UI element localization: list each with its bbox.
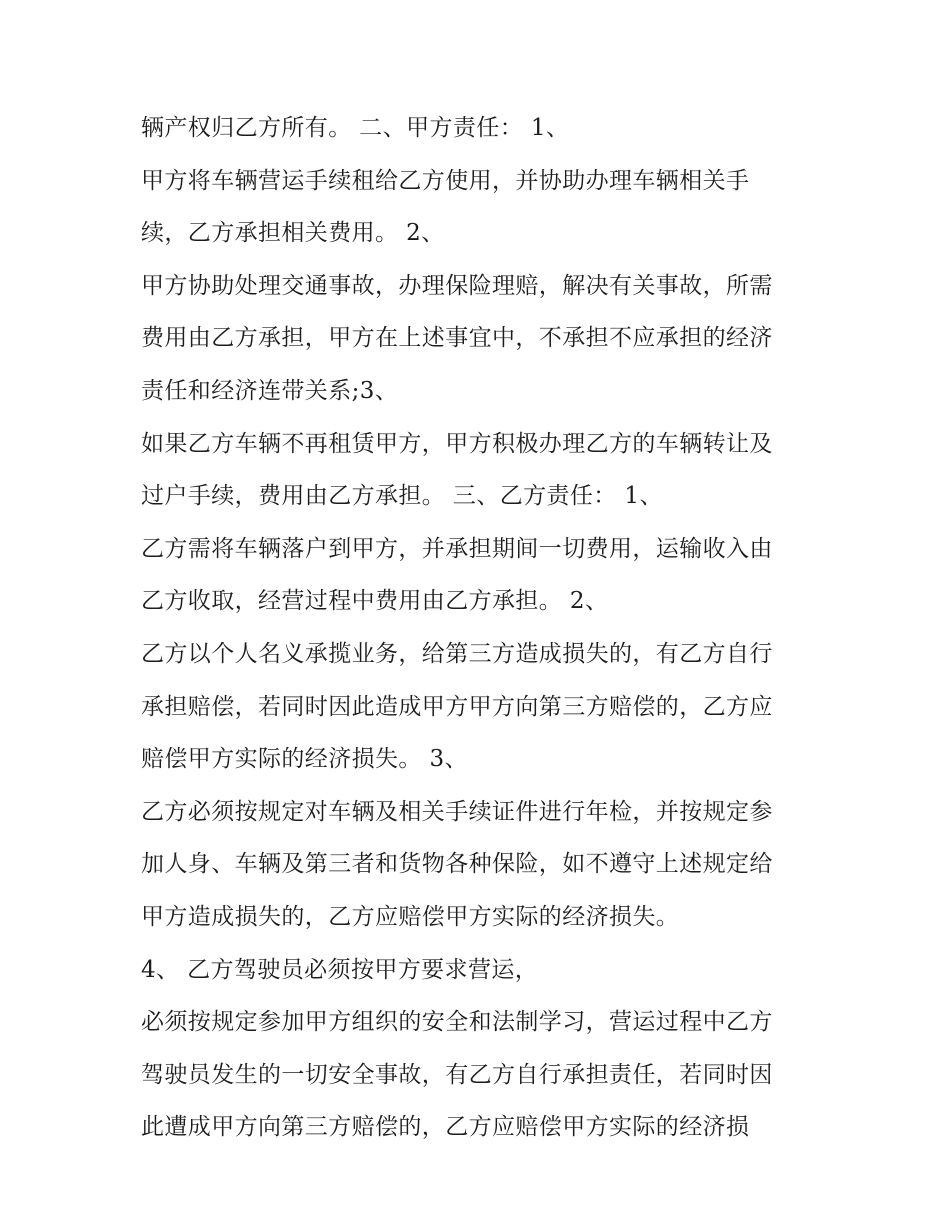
text-line: 驾驶员发生的一切安全事故，有乙方自行承担责任，若同时因 [141,1061,773,1088]
text-line: 4、 乙方驾驶员必须按甲方要求营运， [141,956,539,983]
text-line: 费用由乙方承担，甲方在上述事宜中，不承担不应承担的经济 [141,325,773,352]
text-line: 续，乙方承担相关费用。 2、 [141,220,445,247]
contract-text [141,108,821,1160]
text-line: 乙方收取，经营过程中费用由乙方承担。 2、 [141,588,609,615]
text-line: 乙方需将车辆落户到甲方，并承担期间一切费用，运输收入由 [141,535,773,562]
text-line: 赔偿甲方实际的经济损失。 3、 [141,746,468,773]
text-line: 加人身、车辆及第三者和货物各种保险，如不遵守上述规定给 [141,851,773,878]
text-line: 甲方造成损失的，乙方应赔偿甲方实际的经济损失。 [141,903,680,930]
text-line: 此遭成甲方向第三方赔偿的，乙方应赔偿甲方实际的经济损 [141,1114,750,1141]
text-line: 乙方以个人名义承揽业务，给第三方造成损失的，有乙方自行 [141,640,773,667]
text-line: 必须按规定参加甲方组织的安全和法制学习，营运过程中乙方 [141,1009,773,1036]
text-line: 如果乙方车辆不再租赁甲方，甲方积极办理乙方的车辆转让及 [141,430,773,457]
text-line: 责任和经济连带关系;3、 [141,377,399,404]
text-line: 甲方协助处理交通事故，办理保险理赔，解决有关事故，所需 [141,272,773,299]
text-line: 乙方必须按规定对车辆及相关手续证件进行年检，并按规定参 [141,798,773,825]
text-line: 承担赔偿，若同时因此造成甲方甲方向第三方赔偿的，乙方应 [141,693,773,720]
text-line: 过户手续，费用由乙方承担。 三、乙方责任： 1、 [141,483,663,510]
text-line: 甲方将车辆营运手续租给乙方使用，并协助办理车辆相关手 [141,167,750,194]
text-line: 辆产权归乙方所有。 二、甲方责任： 1、 [141,115,570,141]
